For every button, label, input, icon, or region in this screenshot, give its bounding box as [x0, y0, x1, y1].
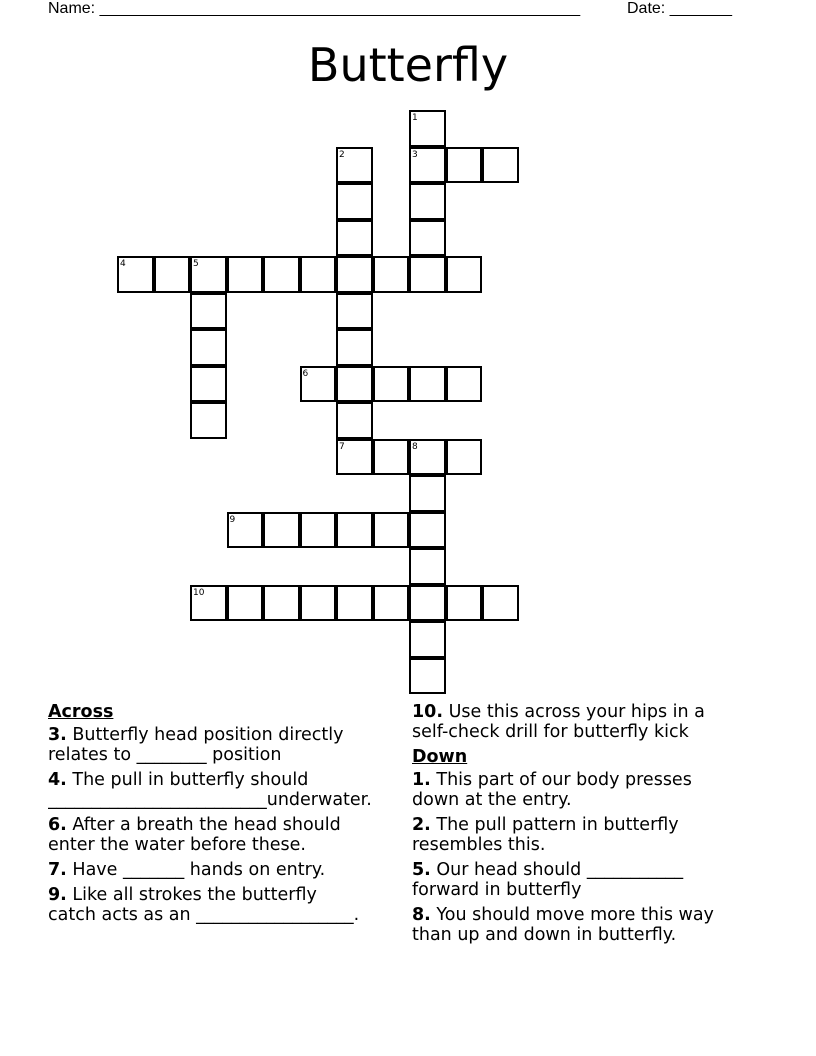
grid-cell[interactable] [446, 585, 483, 622]
grid-cell[interactable] [373, 256, 410, 293]
clue-text-cont: self-check drill for butterfly kick [412, 722, 689, 742]
grid-cell[interactable] [154, 256, 191, 293]
grid-cell[interactable] [409, 439, 446, 476]
clue-text: Like all strokes the butterfly [72, 885, 317, 905]
grid-cell[interactable] [300, 256, 337, 293]
cell-number: 4 [120, 259, 126, 269]
cell-number: 1 [412, 113, 418, 123]
grid-cell[interactable] [482, 585, 519, 622]
clues-right-column [412, 702, 742, 950]
grid-cell[interactable] [263, 512, 300, 549]
clue-text: The pull in butterfly should [72, 770, 309, 790]
name-field[interactable]: Name: ______________________________________________________ [48, 0, 581, 17]
clue-number: 2. [412, 815, 431, 835]
grid-cell[interactable] [373, 439, 410, 476]
across-clue-6 [48, 815, 406, 855]
grid-cell[interactable] [190, 256, 227, 293]
grid-cell[interactable] [263, 256, 300, 293]
grid-cell[interactable] [336, 366, 373, 403]
clue-text: This part of our body presses [436, 770, 692, 790]
clue-text-cont: down at the entry. [412, 790, 572, 810]
cell-number: 9 [229, 514, 236, 525]
grid-cell[interactable] [263, 585, 300, 622]
grid-cell[interactable] [336, 585, 373, 622]
clue-text: The pull pattern in butterfly [436, 815, 679, 835]
clue-number: 1. [412, 770, 431, 790]
clue-text-cont: enter the water before these. [48, 835, 306, 855]
grid-cell[interactable] [336, 183, 373, 220]
grid-cell[interactable] [409, 110, 446, 147]
grid-cell[interactable] [190, 293, 227, 330]
clue-text-cont: catch acts as an __________________. [48, 905, 360, 925]
grid-cell[interactable] [336, 329, 373, 366]
grid-cell[interactable] [190, 329, 227, 366]
clue-text-cont: than up and down in butterfly. [412, 925, 677, 945]
clue-number: 4. [48, 770, 67, 790]
grid-cell[interactable] [300, 366, 337, 403]
down-clue-5 [412, 860, 742, 900]
cell-number: 7 [339, 441, 345, 452]
grid-cell[interactable] [409, 621, 446, 658]
clue-text: Our head should ___________ [436, 860, 684, 880]
cell-number: 6 [302, 368, 309, 379]
across-clue-10 [412, 702, 742, 742]
page-title: Butterfly [307, 38, 509, 92]
grid-cell[interactable] [227, 256, 264, 293]
grid-cell[interactable] [117, 256, 154, 293]
cell-number: 10 [193, 587, 205, 598]
across-clue-7 [48, 860, 406, 880]
clue-number: 5. [412, 860, 431, 880]
clue-number: 8. [412, 905, 431, 925]
grid-cell[interactable] [300, 512, 337, 549]
clue-number: 3. [48, 725, 67, 745]
grid-cell[interactable] [300, 585, 337, 622]
down-heading: Down [412, 747, 468, 767]
clue-number: 10. [412, 702, 444, 722]
grid-cell[interactable] [446, 147, 483, 184]
clue-text: After a breath the head should [72, 815, 341, 835]
clue-text-cont: _________________________underwater. [48, 790, 372, 810]
grid-cell[interactable] [227, 585, 264, 622]
grid-cell[interactable] [190, 366, 227, 403]
grid-cell[interactable] [446, 366, 483, 403]
grid-cell[interactable] [409, 183, 446, 220]
across-clue-9 [48, 885, 406, 925]
clue-text-cont: relates to ________ position [48, 745, 282, 765]
grid-cell[interactable] [446, 439, 483, 476]
cell-number: 2 [339, 149, 345, 160]
clues-left-column [48, 702, 406, 930]
cell-number: 5 [193, 259, 199, 269]
clue-text: Use this across your hips in a [448, 702, 705, 722]
grid-cell[interactable] [409, 475, 446, 512]
grid-cell[interactable] [336, 293, 373, 330]
cell-number: 8 [412, 441, 418, 452]
grid-cell[interactable] [409, 256, 446, 293]
clue-number: 6. [48, 815, 67, 835]
grid-cell[interactable] [373, 512, 410, 549]
grid-cell[interactable] [336, 256, 373, 293]
grid-cell[interactable] [409, 585, 446, 622]
grid-cell[interactable] [336, 512, 373, 549]
grid-cell[interactable] [409, 147, 446, 184]
grid-cell[interactable] [190, 402, 227, 439]
clue-text: Have _______ hands on entry. [72, 860, 326, 880]
across-clue-4 [48, 770, 406, 810]
grid-cell[interactable] [373, 366, 410, 403]
down-clue-8 [412, 905, 742, 945]
date-field[interactable]: Date: _______ [627, 0, 732, 17]
grid-cell[interactable] [373, 585, 410, 622]
clue-text: You should move more this way [436, 905, 714, 925]
grid-cell[interactable] [336, 220, 373, 257]
grid-cell[interactable] [336, 439, 373, 476]
grid-cell[interactable] [409, 548, 446, 585]
clue-text: Butterfly head position directly [72, 725, 344, 745]
down-clue-2 [412, 815, 742, 855]
grid-cell[interactable] [446, 256, 483, 293]
grid-cell[interactable] [336, 147, 373, 184]
grid-cell[interactable] [409, 366, 446, 403]
across-heading: Across [48, 702, 114, 722]
across-clue-3 [48, 725, 406, 765]
cell-number: 3 [412, 149, 418, 160]
clue-text-cont: resembles this. [412, 835, 546, 855]
down-clue-1 [412, 770, 742, 810]
grid-cell[interactable] [482, 147, 519, 184]
clue-number: 9. [48, 885, 67, 905]
grid-cell[interactable] [409, 658, 446, 695]
grid-cell[interactable] [409, 512, 446, 549]
clue-text-cont: forward in butterfly [412, 880, 582, 900]
grid-cell[interactable] [336, 402, 373, 439]
grid-cell[interactable] [227, 512, 264, 549]
clue-number: 7. [48, 860, 67, 880]
grid-cell[interactable] [409, 220, 446, 257]
grid-cell[interactable] [190, 585, 227, 622]
